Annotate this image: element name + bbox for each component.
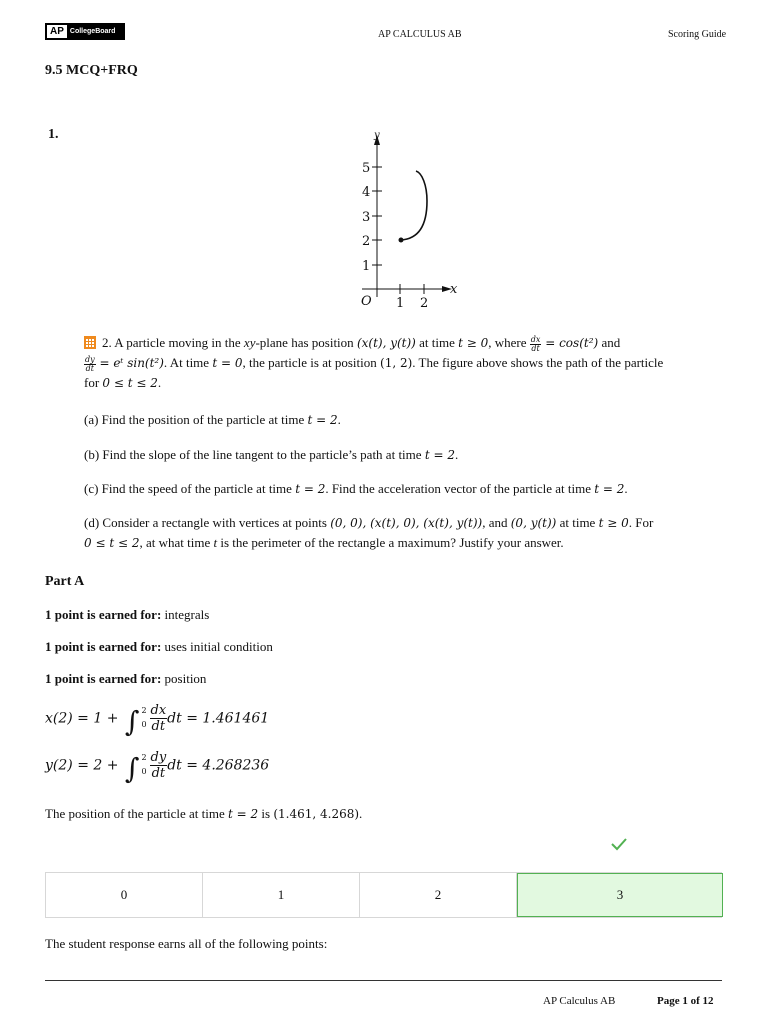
- math: t = 2: [424, 448, 455, 462]
- footer-page-number: Page 1 of 12: [657, 995, 714, 1007]
- fraction-dy-dt: [84, 356, 96, 373]
- y-tick-label: 5: [362, 161, 371, 176]
- part-c-question: [84, 479, 724, 499]
- section-title: 9.5 MCQ+FRQ: [45, 63, 138, 78]
- integral-limits: [142, 751, 150, 779]
- math: dt = 1.461461: [167, 710, 270, 727]
- start-point: [399, 238, 404, 243]
- lower-limit: 0: [141, 719, 147, 729]
- question-text: .: [454, 447, 459, 462]
- problem-text: -plane has position: [255, 335, 357, 350]
- frac-num: dy: [85, 354, 95, 364]
- origin-label: O: [361, 294, 372, 309]
- frac-num: dx: [530, 334, 541, 344]
- upper-limit: 2: [141, 705, 147, 715]
- score-option-1[interactable]: 1: [203, 873, 360, 917]
- problem-text: , the particle is at position: [242, 355, 381, 370]
- math: (x(t), y(t)): [356, 336, 416, 350]
- question-text: .: [624, 481, 628, 496]
- footer-course: AP Calculus AB: [543, 995, 616, 1007]
- x-tick-label: 2: [420, 296, 429, 311]
- question-text: , and: [482, 515, 511, 530]
- frac-den: dt: [151, 766, 166, 781]
- position-statement: [45, 806, 362, 822]
- y-tick-label: 4: [362, 185, 371, 200]
- math: t = 2: [307, 413, 338, 427]
- point-criterion: [45, 639, 273, 655]
- frac-den: dt: [151, 719, 166, 734]
- problem-text: . The figure above shows the path of the particle: [412, 355, 664, 370]
- question-text: (d) Consider a rectangle with vertices at points: [84, 515, 331, 530]
- math: (1.461, 4.268): [273, 807, 360, 821]
- question-text: t: [213, 535, 218, 550]
- question-text: .: [337, 412, 341, 427]
- y-axis-label: y: [374, 130, 380, 141]
- footer-divider: [45, 980, 722, 981]
- x-tick-label: 1: [396, 296, 405, 311]
- statement-text: is: [258, 806, 274, 821]
- problem-text: , where: [488, 335, 530, 350]
- score-option-0[interactable]: 0: [46, 873, 203, 917]
- part-a-question: [84, 410, 724, 430]
- score-option-2[interactable]: 2: [360, 873, 517, 917]
- math: t = 0: [212, 356, 243, 370]
- point-label: 1 point is earned for:: [45, 671, 162, 686]
- problem-statement: [84, 333, 724, 393]
- checkmark-icon: [610, 836, 628, 852]
- problem-text: for: [84, 375, 103, 390]
- point-criterion: [45, 607, 209, 623]
- problem-text: and: [598, 335, 621, 350]
- problem-text: A particle moving in the: [114, 335, 244, 350]
- frac-den: dt: [85, 363, 94, 373]
- particle-path-graph: [350, 125, 470, 315]
- frac-num: dy: [150, 750, 167, 765]
- math: t ≥ 0: [598, 516, 629, 530]
- math: x(2) = 1 +: [45, 710, 123, 727]
- header-course: AP CALCULUS AB: [378, 29, 462, 40]
- fraction-dy-dt: [150, 750, 168, 781]
- y-tick-label: 2: [362, 234, 371, 249]
- particle-path: [401, 171, 427, 240]
- math: 0 ≤ t ≤ 2: [84, 536, 140, 550]
- part-d-question: [84, 513, 724, 553]
- question-text: (c) Find the speed of the particle at time: [84, 481, 296, 496]
- fraction-dx-dt: [150, 703, 168, 734]
- question-text: is the perimeter of the rectangle a maximum? Justify your answer.: [217, 535, 564, 550]
- problem-text: .: [157, 375, 162, 390]
- question-text: , at what time: [139, 535, 214, 550]
- problem-text: xy: [243, 335, 256, 350]
- x-axis-label: x: [450, 282, 458, 297]
- math: t = 2: [594, 482, 625, 496]
- y-tick-label: 1: [362, 259, 371, 274]
- statement-text: The position of the particle at time: [45, 806, 229, 821]
- integral-limits: [142, 704, 150, 732]
- upper-limit: 2: [141, 752, 147, 762]
- question-text: (b) Find the slope of the line tangent to the particle’s path at time: [84, 447, 425, 462]
- score-option-3[interactable]: 3: [517, 873, 723, 917]
- math: t = 2: [228, 807, 259, 821]
- part-b-question: [84, 445, 724, 465]
- point-text: position: [161, 671, 207, 686]
- math: t = 2: [295, 482, 326, 496]
- equation-y2: [45, 750, 269, 785]
- integral-sign: ∫: [124, 704, 140, 738]
- math: (0, 0), (x(t), 0), (x(t), y(t)): [330, 516, 483, 530]
- frac-num: dx: [150, 703, 167, 718]
- math: = eᵗ sin(t²): [95, 356, 164, 370]
- math: (0, y(t)): [510, 516, 557, 530]
- problem-text: . At time: [163, 355, 213, 370]
- logo-brand-text: CollegeBoard: [69, 28, 116, 35]
- lower-limit: 0: [141, 766, 147, 776]
- point-text: integrals: [161, 607, 210, 622]
- point-label: 1 point is earned for:: [45, 607, 162, 622]
- question-text: . For: [628, 515, 654, 530]
- part-a-title: Part A: [45, 574, 85, 589]
- student-response-note: The student response earns all of the following points:: [45, 936, 328, 951]
- header-doc-type: Scoring Guide: [668, 29, 727, 40]
- score-selector: [45, 872, 722, 918]
- math: (1, 2): [380, 356, 413, 370]
- point-text: uses initial condition: [161, 639, 273, 654]
- question-text: at time: [556, 515, 599, 530]
- college-board-logo: [45, 23, 125, 40]
- calculator-icon: [84, 336, 96, 349]
- equation-x2: [45, 703, 269, 738]
- question-text: . Find the acceleration vector of the particle at time: [325, 481, 595, 496]
- y-tick-label: 3: [362, 210, 371, 225]
- statement-text: .: [359, 806, 363, 821]
- point-criterion: [45, 671, 206, 687]
- math: t ≥ 0: [458, 336, 489, 350]
- problem-text: at time: [415, 335, 459, 350]
- math: y(2) = 2 +: [45, 757, 123, 774]
- math: 0 ≤ t ≤ 2: [102, 376, 158, 390]
- point-label: 1 point is earned for:: [45, 639, 162, 654]
- question-text: (a) Find the position of the particle at time: [84, 412, 308, 427]
- question-number: 1.: [48, 127, 59, 142]
- fraction-dx-dt: [530, 336, 542, 353]
- math: = cos(t²): [541, 336, 599, 350]
- integral-sign: ∫: [124, 751, 140, 785]
- math: dt = 4.268236: [167, 757, 270, 774]
- logo-ap-text: AP: [47, 25, 67, 38]
- frac-den: dt: [531, 343, 540, 353]
- problem-number: 2.: [102, 335, 112, 350]
